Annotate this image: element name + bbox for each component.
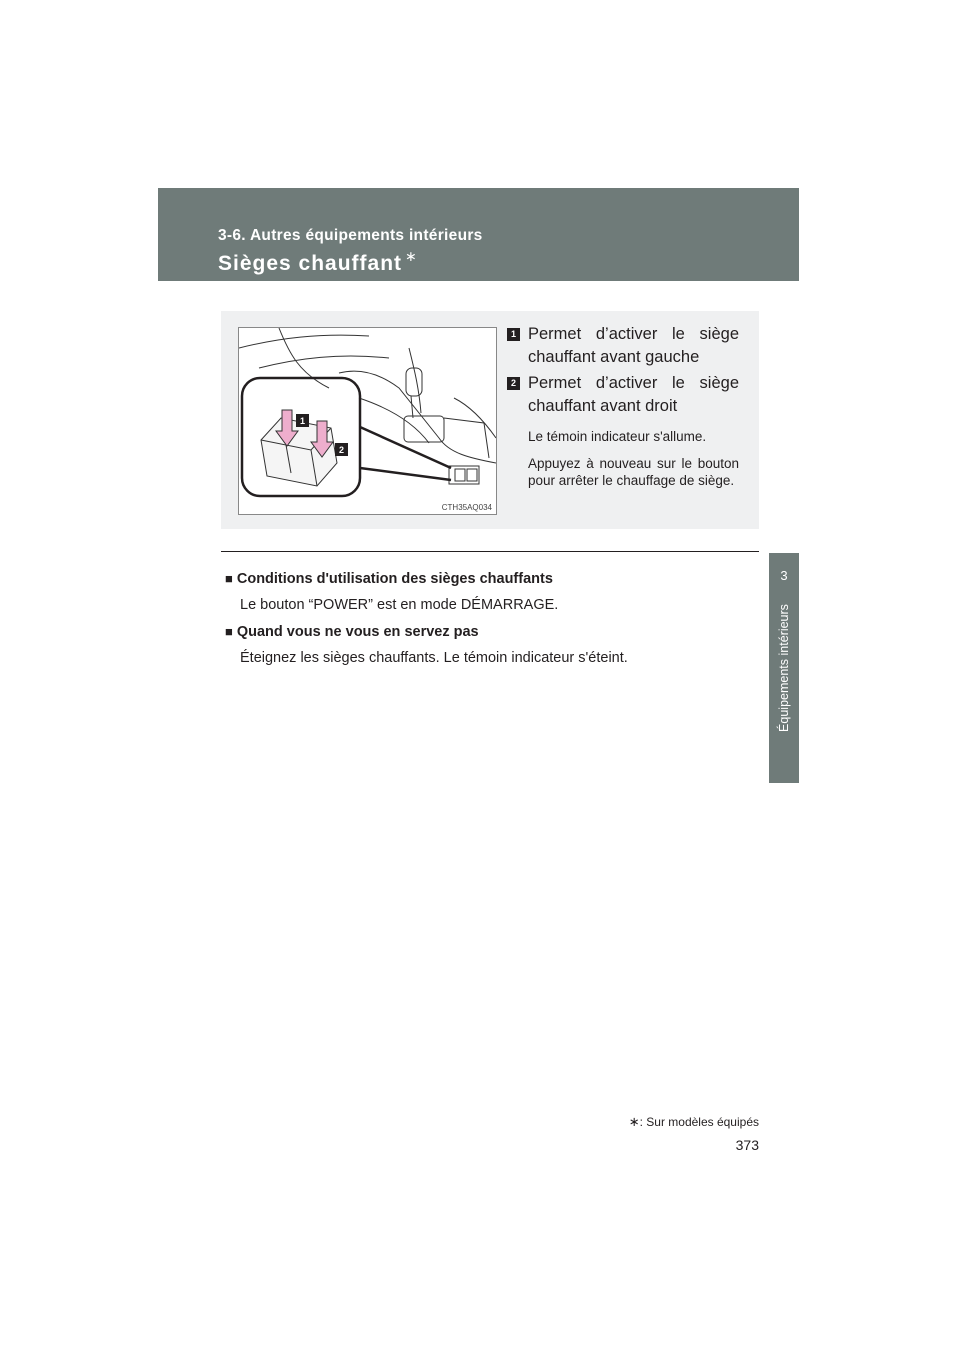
- figure-code: CTH35AQ034: [441, 503, 492, 512]
- callout-text-2: Permet d’activer le siège chauffant avant droit: [528, 374, 739, 415]
- section-body-conditions: Le bouton “POWER” est en mode DÉMARRAGE.: [240, 597, 559, 613]
- figure-marker-2-label: 2: [338, 445, 345, 455]
- page-title-text: Sièges chauffant: [218, 252, 403, 275]
- footnote-text: : Sur modèles équipés: [639, 1115, 759, 1129]
- chapter-side-tab: [769, 553, 799, 783]
- square-bullet-icon: ■: [225, 624, 233, 639]
- section-body-not-in-use: Éteignez les sièges chauffants. Le témoin indicateur s'éteint.: [240, 650, 628, 666]
- callout-number-1: 1: [507, 328, 520, 341]
- seat-heater-illustration: [238, 327, 497, 515]
- figure-marker-1-label: 1: [299, 416, 306, 426]
- asterisk-icon: ∗: [628, 1114, 640, 1129]
- section-heading-not-in-use: [225, 624, 479, 640]
- section-heading-1-text: Conditions d'utilisation des sièges chauffants: [236, 571, 553, 587]
- page-number: 373: [735, 1137, 759, 1153]
- callout-1: [507, 323, 739, 369]
- footnote: [629, 1114, 759, 1130]
- page-title: [218, 248, 418, 276]
- square-bullet-icon: ■: [225, 571, 233, 586]
- section-label: 3-6. Autres équipements intérieurs: [218, 227, 483, 244]
- divider: [221, 551, 759, 552]
- illustration-box: [221, 311, 759, 529]
- note-indicator-on: Le témoin indicateur s'allume.: [528, 429, 707, 444]
- section-heading-2-text: Quand vous ne vous en servez pas: [236, 624, 479, 640]
- chapter-title: Équipements intérieurs: [777, 604, 791, 732]
- callout-2: [507, 372, 739, 418]
- chapter-number: 3: [780, 568, 788, 583]
- section-heading-conditions: [225, 571, 553, 587]
- callout-text-1: Permet d’activer le siège chauffant avant gauche: [528, 325, 739, 366]
- asterisk-mark: ∗: [405, 248, 418, 264]
- callout-number-2: 2: [507, 377, 520, 390]
- note-press-again: Appuyez à nouveau sur le bouton pour arrêter le chauffage de siège.: [528, 456, 739, 488]
- console-drawing: [239, 328, 496, 514]
- page-header: [158, 188, 799, 281]
